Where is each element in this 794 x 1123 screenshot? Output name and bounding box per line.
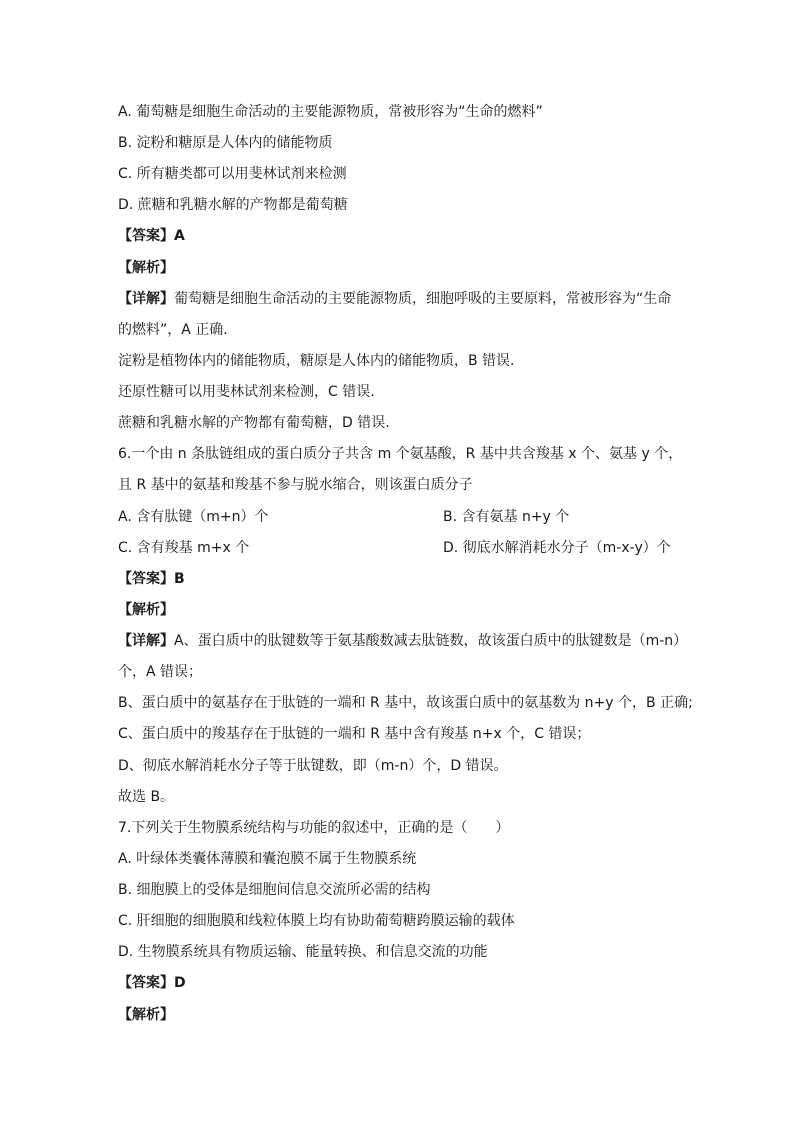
q6-option-a: A. 含有肽键（m+n）个 <box>118 509 269 525</box>
q6-stem-line-2: 且 R 基中的氨基和羧基不参与脱水缩合，则该蛋白质分子 <box>118 477 473 493</box>
q5-detail-line-1 <box>118 289 671 309</box>
q7-option-c: C. 肝细胞的细胞膜和线粒体膜上均有协助葡萄糖跨膜运输的载体 <box>118 913 515 929</box>
q5-analysis-heading: 【解析】 <box>118 260 174 276</box>
q6-detail-line-6: 故选 B。 <box>118 789 175 805</box>
q7-analysis-heading: 【解析】 <box>118 1007 174 1023</box>
q6-detail-line-1 <box>118 631 687 651</box>
q6-detail-line-4: C、蛋白质中的羧基存在于肽链的一端和 R 基中含有羧基 n+x 个，C 错误； <box>118 726 591 742</box>
q5-answer: 【答案】A <box>118 228 185 244</box>
q7-answer: 【答案】D <box>118 975 186 991</box>
q6-option-c: C. 含有羧基 m+x 个 <box>118 540 250 556</box>
q6-option-d: D. 彻底水解消耗水分子（m-x-y）个 <box>443 540 671 556</box>
q6-stem-line-1: 6.一个由 n 条肽链组成的蛋白质分子共含 m 个氨基酸，R 基中共含羧基 x 个、氨基 y 个， <box>118 446 683 462</box>
q5-option-a: A. 葡萄糖是细胞生命活动的主要能源物质，常被形容为“生命的燃料” <box>118 104 543 120</box>
q5-detail-line-4: 还原性糖可以用斐林试剂来检测，C 错误. <box>118 384 375 400</box>
q7-option-a: A. 叶绿体类囊体薄膜和囊泡膜不属于生物膜系统 <box>118 851 417 867</box>
q6-analysis-heading: 【解析】 <box>118 602 174 618</box>
q5-detail-line-2: 的燃料”，A 正确. <box>118 322 228 338</box>
q5-option-c: C. 所有糖类都可以用斐林试剂来检测 <box>118 166 347 182</box>
q5-option-b: B. 淀粉和糖原是人体内的储能物质 <box>118 135 333 151</box>
q6-detail-label: 【详解】 <box>118 633 174 649</box>
q6-option-b: B. 含有氨基 n+y 个 <box>443 509 570 525</box>
q6-answer: 【答案】B <box>118 571 185 587</box>
q6-detail-line-5: D、彻底水解消耗水分子等于肽键数，即（m-n）个，D 错误。 <box>118 758 508 774</box>
q5-option-d: D. 蔗糖和乳糖水解的产物都是葡萄糖 <box>118 197 348 213</box>
q6-detail-text-1: A、蛋白质中的肽键数等于氨基酸数减去肽链数，故该蛋白质中的肽键数是（m-n） <box>174 633 688 649</box>
q6-detail-line-2: 个，A 错误； <box>118 664 203 680</box>
q5-detail-label: 【详解】 <box>118 291 174 307</box>
q5-detail-line-3: 淀粉是植物体内的储能物质，糖原是人体内的储能物质，B 错误. <box>118 353 515 369</box>
q7-option-b: B. 细胞膜上的受体是细胞间信息交流所必需的结构 <box>118 882 431 898</box>
q7-stem: 7.下列关于生物膜系统结构与功能的叙述中，正确的是（ ） <box>118 820 510 836</box>
q6-detail-line-3: B、蛋白质中的氨基存在于肽链的一端和 R 基中，故该蛋白质中的氨基数为 n+y 个，B 正确; <box>118 695 693 711</box>
q5-detail-text-1: 葡萄糖是细胞生命活动的主要能源物质，细胞呼吸的主要原料，常被形容为“生命 <box>174 291 672 307</box>
q7-option-d: D. 生物膜系统具有物质运输、能量转换、和信息交流的功能 <box>118 944 488 960</box>
q5-detail-line-5: 蔗糖和乳糖水解的产物都有葡萄糖，D 错误. <box>118 415 390 431</box>
